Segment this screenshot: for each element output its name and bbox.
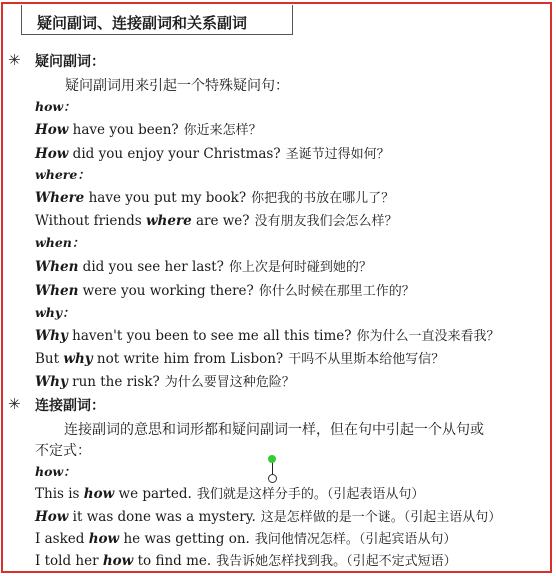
conjunctive-heading: 连接副词： bbox=[35, 398, 105, 414]
keyword: how bbox=[83, 486, 115, 502]
chinese-translation: 你什么时候在那里工作的？ bbox=[258, 284, 415, 299]
keyword: How bbox=[35, 146, 69, 162]
english-text: are we? bbox=[191, 213, 250, 229]
english-text: run the risk? bbox=[67, 374, 160, 390]
chinese-translation: 没有朋友我们会怎么样？ bbox=[254, 214, 398, 229]
example-conj-1 bbox=[35, 485, 424, 504]
chinese-translation: 圣诞节过得如何？ bbox=[285, 147, 390, 162]
keyword: why bbox=[63, 351, 93, 367]
example-conj-2 bbox=[35, 508, 501, 527]
when-label: when： bbox=[35, 235, 85, 250]
resize-handle[interactable] bbox=[268, 474, 277, 483]
keyword: When bbox=[35, 259, 79, 275]
chinese-translation: 你近来怎样？ bbox=[183, 123, 262, 138]
example-when-2 bbox=[35, 282, 415, 301]
keyword: where bbox=[145, 213, 192, 229]
example-conj-3 bbox=[35, 530, 456, 549]
star-bullet-icon: ✳ bbox=[8, 395, 21, 413]
english-text: he was getting on. bbox=[119, 531, 250, 547]
english-text: did you see her last? bbox=[78, 259, 224, 275]
keyword: how bbox=[88, 531, 120, 547]
keyword: How bbox=[35, 509, 69, 525]
example-when-1 bbox=[35, 258, 372, 277]
conjunctive-intro-line-1: 连接副词的意思和词形都和疑问副词一样，但在句中引起一个从句或 bbox=[64, 422, 484, 438]
where-label: where： bbox=[35, 167, 90, 182]
example-where-2 bbox=[35, 212, 398, 231]
english-text: we parted. bbox=[114, 486, 192, 502]
keyword: how bbox=[102, 553, 134, 569]
english-text: have you been? bbox=[68, 122, 179, 138]
english-text: have you put my book? bbox=[84, 190, 247, 206]
example-why-2 bbox=[35, 350, 444, 369]
why-label: why： bbox=[35, 305, 75, 320]
chinese-translation: 我问他情况怎样。（引起宾语从句） bbox=[254, 532, 457, 547]
chinese-translation: 你为什么一直没来看我？ bbox=[356, 329, 500, 344]
english-text: did you enjoy your Christmas? bbox=[68, 146, 281, 162]
example-why-1 bbox=[35, 327, 500, 346]
keyword: Where bbox=[35, 190, 85, 206]
keyword: When bbox=[35, 283, 79, 299]
chinese-translation: 我们就是这样分手的。（引起表语从句） bbox=[196, 487, 425, 502]
example-why-3 bbox=[35, 373, 295, 392]
rotation-handle[interactable] bbox=[268, 455, 276, 463]
how-label: how： bbox=[35, 464, 76, 479]
english-text: I asked bbox=[35, 531, 89, 547]
chinese-translation: 你上次是何时碰到她的？ bbox=[228, 260, 372, 275]
english-text: it was done was a mystery. bbox=[68, 509, 256, 525]
english-text: haven't you been to see me all this time? bbox=[67, 328, 352, 344]
section-title: 疑问副词、连接副词和关系副词 bbox=[37, 14, 248, 32]
how-label: how： bbox=[35, 99, 76, 114]
keyword: Why bbox=[35, 374, 68, 390]
chinese-translation: 你把我的书放在哪儿了？ bbox=[251, 191, 395, 206]
chinese-translation: 这是怎样做的是一个谜。（引起主语从句） bbox=[260, 510, 502, 525]
conjunctive-intro-line-2: 不定式： bbox=[35, 443, 91, 459]
chinese-translation: 我告诉她怎样找到我。（引起不定式短语） bbox=[216, 554, 457, 569]
english-text: were you working there? bbox=[78, 283, 254, 299]
english-text: This is bbox=[35, 486, 84, 502]
chinese-translation: 为什么要冒这种危险？ bbox=[164, 375, 295, 390]
example-conj-4 bbox=[35, 552, 457, 571]
keyword: How bbox=[35, 122, 69, 138]
english-text: Without friends bbox=[35, 213, 146, 229]
interrogative-intro: 疑问副词用来引起一个特殊疑问句： bbox=[65, 78, 289, 94]
chinese-translation: 干吗不从里斯本给他写信？ bbox=[288, 352, 445, 367]
star-bullet-icon: ✳ bbox=[8, 51, 21, 69]
example-how-1 bbox=[35, 121, 262, 140]
english-text: But bbox=[35, 351, 64, 367]
example-where-1 bbox=[35, 189, 394, 208]
english-text: to find me. bbox=[133, 553, 212, 569]
english-text: I told her bbox=[35, 553, 103, 569]
interrogative-heading: 疑问副词： bbox=[35, 54, 105, 70]
keyword: Why bbox=[35, 328, 68, 344]
example-how-2 bbox=[35, 145, 390, 164]
english-text: not write him from Lisbon? bbox=[92, 351, 284, 367]
